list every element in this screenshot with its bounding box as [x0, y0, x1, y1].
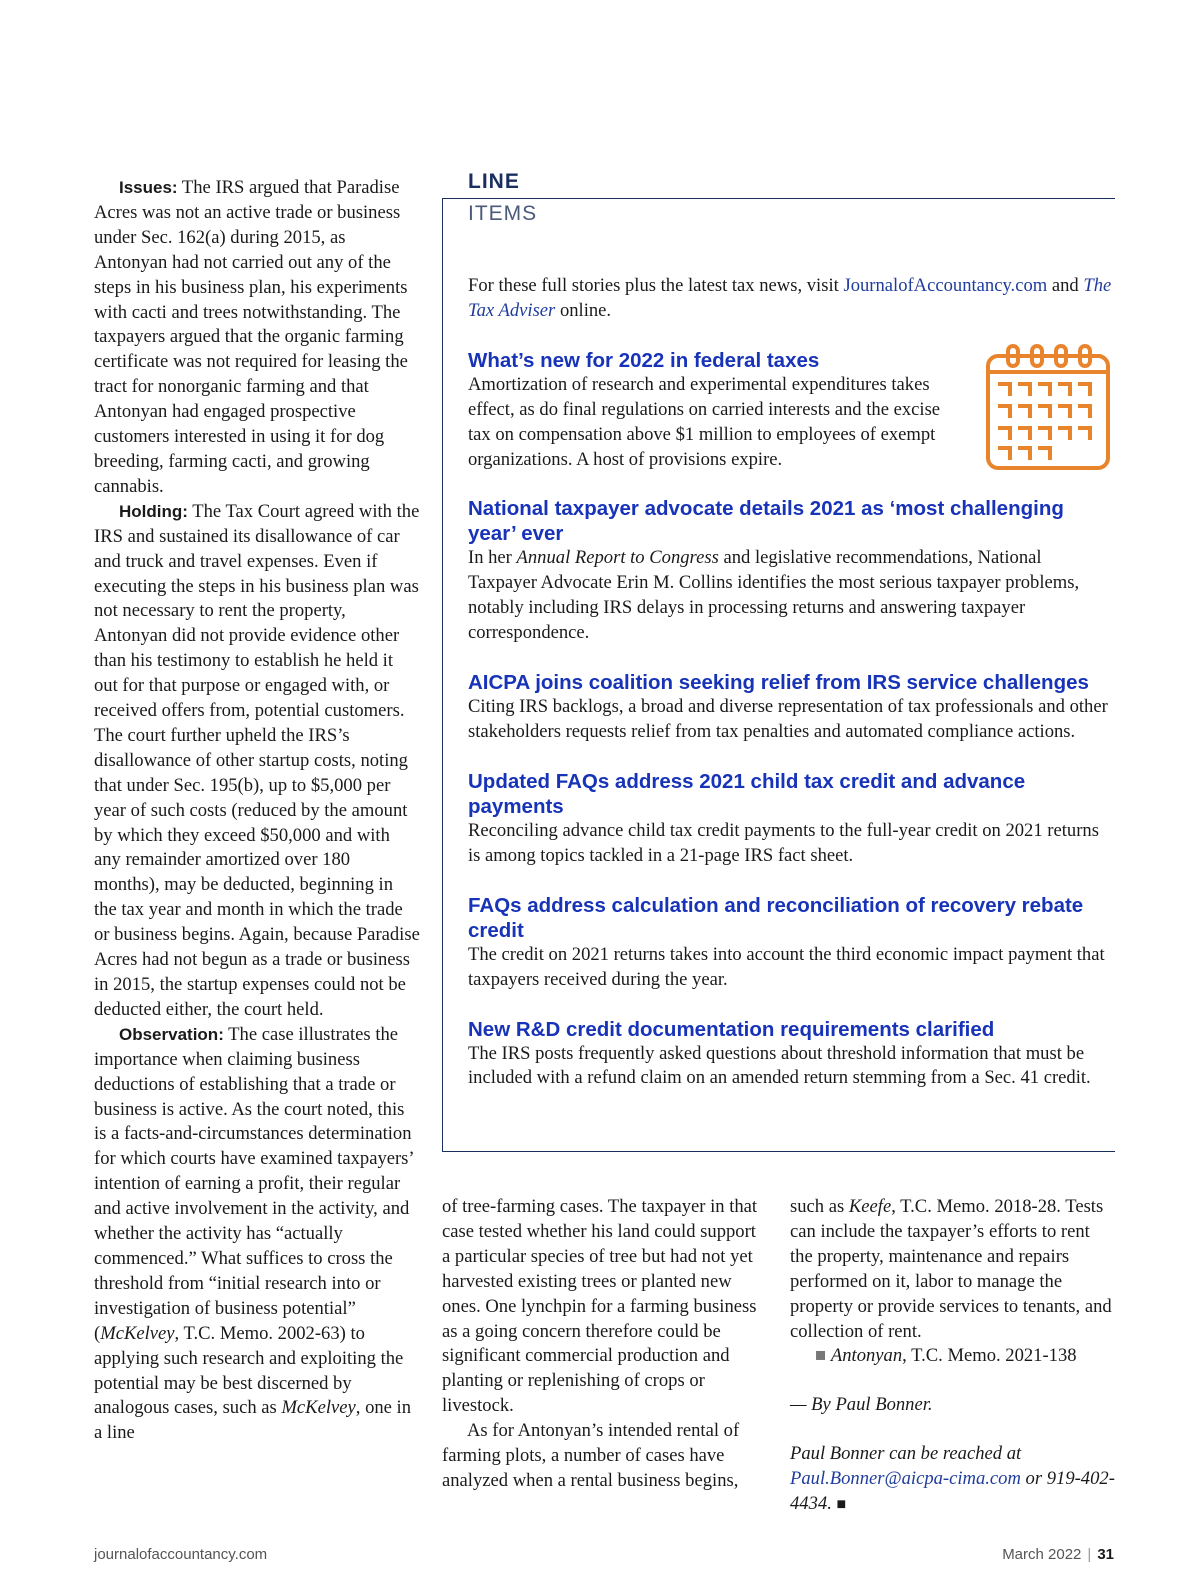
line-item-headline[interactable]: Updated FAQs address 2021 child tax credit and advance payments — [468, 769, 1026, 818]
square-marker-icon: ■ — [815, 1345, 827, 1367]
line-item-body: The credit on 2021 returns takes into account the third economic impact payment that taxpayers received during the year. — [468, 943, 1105, 990]
line-item — [468, 670, 1114, 745]
observation-label: Observation: — [119, 1024, 224, 1044]
line-item — [468, 769, 1114, 869]
footer-date: March 2022 — [1002, 1546, 1082, 1563]
line-item-body: The IRS posts frequently asked questions about threshold information that must be included with a refund claim on an amended return stemming from a Sec. 41 credit. — [468, 1042, 1091, 1089]
page-number: 31 — [1097, 1546, 1114, 1563]
calendar-icon — [984, 342, 1112, 472]
line-item-body — [468, 546, 1114, 646]
observation-paragraph — [94, 1023, 420, 1446]
issues-label: Issues: — [119, 178, 178, 197]
article-column-right — [790, 1195, 1116, 1518]
line-item-headline[interactable]: AICPA joins coalition seeking relief from IRS service challenges — [468, 671, 1089, 695]
middle-paragraph-2: As for Antonyan’s intended rental of farming plots, a number of cases have analyzed when a rental business begins, — [442, 1420, 740, 1491]
contact-text-a: Paul Bonner can be reached at — [790, 1443, 1022, 1465]
issues-text: The IRS argued that Paradise Acres was not an active trade or business under Sec. 162(a) during 2015, as Antonyan had not carried out any of the steps in his business plan, his experiments with cacti and trees notwithstanding. The taxpayers argued that the organic farming certificate was not required for leasing the tract for nonorganic farming and that Antonyan had engaged prospective customers interested in using it for dog breeding, farming cacti, and growing cannabis. — [94, 177, 408, 497]
line-item — [468, 496, 1114, 646]
case-name-mckelvey-2: McKelvey — [281, 1397, 356, 1419]
line-item-headline[interactable]: What’s new for 2022 in federal taxes — [468, 348, 820, 372]
line-items-title-line2: ITEMS — [468, 202, 538, 225]
case-name-mckelvey: McKelvey — [100, 1322, 175, 1344]
email-link[interactable]: Paul.Bonner@aicpa-cima.com — [790, 1468, 1021, 1490]
contact-text-b: or 919-402-4434. — [790, 1468, 1115, 1515]
byline-text: — By Paul Bonner. — [790, 1394, 933, 1416]
line-items-title-line1: LINE — [468, 170, 520, 193]
holding-text: The Tax Court agreed with the IRS and sustained its disallowance of car and truck and travel expenses. Even if executing the steps in his business plan was not necessary to rent the property, Antonyan did not provide evidence other than his testimony to establish he held it out for that purpose or engaged with, or received offers from, potential customers. The court further upheld the IRS’s disallowance of other startup costs, noting that under Sec. 195(b), up to $5,000 per year of such costs (reduced by the amount by which they exceed $50,000 and with any remainder amortized over 180 months), may be deducted, beginning in the tax year and month in which the trade or business begins. Again, because Paradise Acres had not begun as a trade or business in 2015, the startup expenses could not be deducted either, the court held. — [94, 500, 420, 1020]
line-item-headline[interactable]: New R&D credit documentation requirements clarified — [468, 1017, 995, 1041]
issues-paragraph — [94, 176, 420, 500]
report-title: Annual Report to Congress — [516, 547, 719, 569]
case-name-keefe: Keefe — [848, 1196, 892, 1217]
right-text-b: , T.C. Memo. 2018-28. Tests can include the taxpayer’s efforts to rent the property, maintenance and repairs performed on it, labor to manage the property or provide services to tenants, and collection of rent. — [790, 1196, 1112, 1342]
observation-text-c: , one in a line — [94, 1397, 412, 1444]
contact-line — [790, 1442, 1116, 1518]
line-item-body: Amortization of research and experimental expenditures takes effect, as do final regulations on carried interests and the excise tax on compensation above $1 million to employees of exempt organizations. A host of provisions expire. — [468, 373, 941, 470]
holding-label: Holding: — [119, 501, 188, 521]
right-text-a: such as — [790, 1196, 849, 1217]
end-mark-icon: ■ — [836, 1496, 847, 1514]
line-item-body: Citing IRS backlogs, a broad and diverse representation of tax professionals and other stakeholders requests relief from tax penalties and automated compliance actions. — [468, 696, 1108, 742]
footer-site[interactable]: journalofaccountancy.com — [94, 1546, 268, 1563]
line-item — [468, 893, 1114, 993]
right-paragraph-1 — [790, 1195, 1116, 1344]
intro-online: online. — [555, 299, 612, 321]
case-citation — [790, 1344, 1116, 1369]
line-item-body: Reconciling advance child tax credit payments to the full-year credit on 2021 returns is among topics tackled in a 21-page IRS fact sheet. — [468, 819, 1099, 866]
line-item — [468, 1017, 1114, 1092]
tax-adviser-link[interactable]: The Tax Adviser — [468, 275, 1112, 321]
journal-link[interactable]: JournalofAccountancy.com — [843, 275, 1048, 296]
article-column-middle — [442, 1195, 758, 1494]
line-items-intro — [468, 274, 1114, 324]
intro-and: and — [1047, 275, 1084, 296]
footer-separator: | — [1087, 1546, 1092, 1563]
intro-text: For these full stories plus the latest tax news, visit — [468, 275, 844, 296]
article-column-left — [94, 176, 420, 1446]
line-item-headline[interactable]: FAQs address calculation and reconciliation of recovery rebate credit — [468, 893, 1084, 942]
observation-text-a: The case illustrates the importance when claiming business deductions of establishing that a trade or business is active. As the court noted, this is a facts-and-circumstances determination for which courts have examined taxpayers’ intention of earning a profit, their regular and active involvement in the activity, and whether the activity has “actually commenced.” What suffices to cross the threshold from “initial research into or investigation of business potential” ( — [94, 1023, 414, 1344]
middle-paragraph-1: of tree-farming cases. The taxpayer in that case tested whether his land could support a particular species of tree but had not yet harvested existing trees or planted new ones. One lynchpin for a farming business as a going concern therefore could be significant commercial production and planting or replenishing of crops or livestock. — [442, 1196, 758, 1417]
footer-page-info — [1002, 1546, 1114, 1563]
line-item-body-a: In her — [468, 547, 517, 569]
holding-paragraph — [94, 500, 420, 1023]
line-item-headline[interactable]: National taxpayer advocate details 2021 as ‘most challenging year’ ever — [468, 497, 1064, 546]
case-name-antonyan: Antonyan — [830, 1345, 903, 1367]
case-citation-text: , T.C. Memo. 2021-138 — [902, 1345, 1077, 1367]
line-item-body-b: and legislative recommendations, National Taxpayer Advocate Erin M. Collins identifies the most serious taxpayer problems, notably including IRS delays in processing returns and answering taxpayer correspondence. — [468, 547, 1080, 644]
byline — [790, 1393, 1116, 1418]
observation-text-b: , T.C. Memo. 2002-63) to applying such research and exploiting the potential may be best discerned by analogous cases, such as — [94, 1322, 404, 1419]
